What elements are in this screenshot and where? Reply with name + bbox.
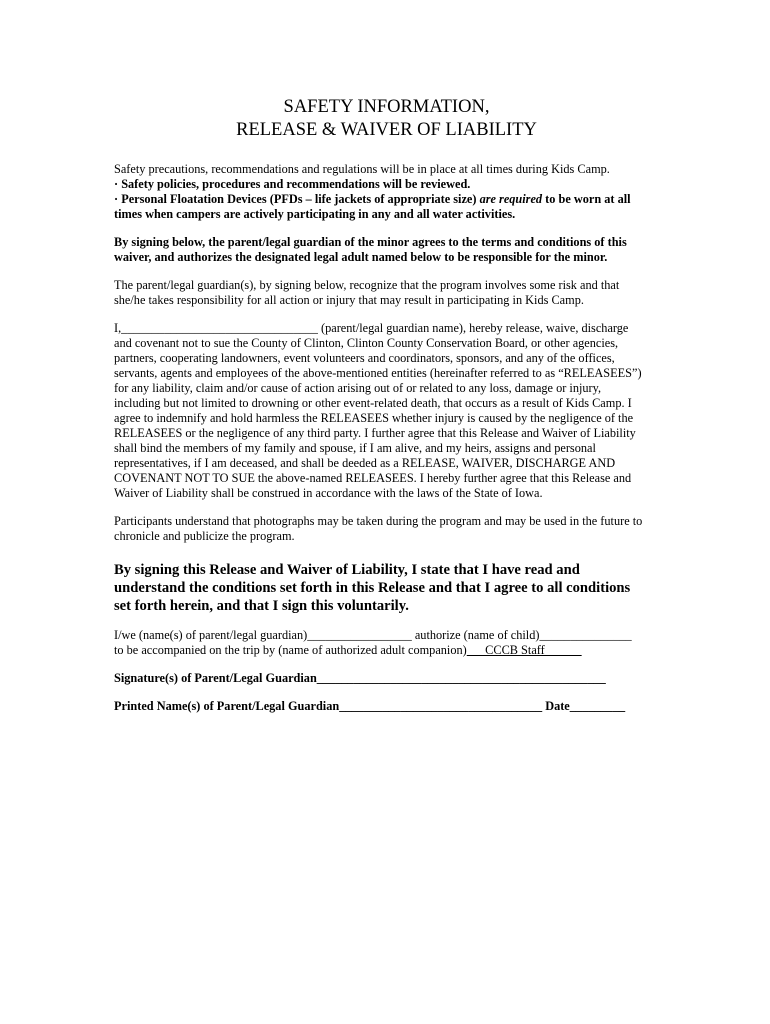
- authorization-section: [114, 628, 659, 658]
- authorize-line-1: I/we (name(s) of parent/legal guardian)_________________ authorize (name of child)_______________: [114, 628, 632, 642]
- guardian-agreement-line-2: waiver, and authorizes the designated legal adult named below to be responsible for the minor.: [114, 250, 608, 264]
- safety-bullet-2-line-2: times when campers are actively participating in any and all water activities.: [114, 207, 516, 221]
- statement-line-3: set forth herein, and that I sign this voluntarily.: [114, 598, 409, 614]
- voluntary-statement: [114, 561, 659, 615]
- release-paragraph: [114, 321, 659, 501]
- title-line-2: RELEASE & WAIVER OF LIABILITY: [236, 120, 537, 140]
- release-line: partners, cooperating landowners, event volunteers and coordinators, sponsors, and any of the offices,: [114, 351, 615, 365]
- risk-line-2: she/he takes responsibility for all action or injury that may result in participating in Kids Camp.: [114, 293, 584, 307]
- printed-name-label: Printed Name(s) of Parent/Legal Guardian: [114, 699, 340, 713]
- safety-bullet-2-text-a: Personal Floatation Devices (PFDs – life jackets of appropriate size): [121, 192, 477, 206]
- statement-line-2: understand the conditions set forth in this Release and that I agree to all conditions: [114, 580, 631, 596]
- release-line: for any liability, claim and/or cause of action arising out of or related to any loss, damage or injury,: [114, 381, 602, 395]
- date-label: Date: [545, 699, 570, 713]
- release-line: COVENANT NOT TO SUE the above-named RELEASEES. I hereby further agree that this Release and: [114, 471, 632, 485]
- authorize-line-2: [114, 643, 659, 658]
- risk-paragraph: [114, 278, 659, 308]
- safety-bullet-2: [114, 192, 659, 207]
- safety-intro: Safety precautions, recommendations and regulations will be in place at all times during Kids Camp.: [114, 162, 610, 176]
- safety-bullet-1: [114, 177, 659, 192]
- release-line: RELEASEES or the negligence of any third party. I further agree that this Release and Waiver of Liability: [114, 426, 636, 440]
- release-line: agree to indemnify and hold harmless the RELEASEES whether injury is caused by the negligence of the: [114, 411, 634, 425]
- signature-field[interactable]: _______________________________________________: [316, 671, 606, 685]
- safety-bullet-2-text-c: to be worn at all: [545, 192, 631, 206]
- title-line-1: SAFETY INFORMATION,: [283, 97, 490, 117]
- safety-bullet-2-emphasis: are required: [479, 192, 543, 206]
- authorize-companion-label: to be accompanied on the trip by (name of authorized adult companion): [114, 643, 467, 657]
- safety-bullet-1-text: Safety policies, procedures and recommendations will be reviewed.: [121, 177, 471, 191]
- signature-line: [114, 671, 659, 686]
- date-field[interactable]: _________: [569, 699, 626, 713]
- photos-line-2: chronicle and publicize the program.: [114, 529, 295, 543]
- signature-label: Signature(s) of Parent/Legal Guardian: [114, 671, 317, 685]
- printed-name-line: [114, 699, 659, 714]
- bullet-mark: ·: [114, 177, 119, 191]
- printed-name-field[interactable]: _________________________________: [339, 699, 543, 713]
- safety-section: [114, 162, 659, 222]
- guardian-agreement-line-1: By signing below, the parent/legal guardian of the minor agrees to the terms and conditions of this: [114, 235, 627, 249]
- waiver-document: [114, 96, 659, 727]
- release-line: Waiver of Liability shall be construed in accordance with the laws of the State of Iowa.: [114, 486, 543, 500]
- document-title: [114, 96, 659, 142]
- release-line: and covenant not to sue the County of Clinton, Clinton County Conservation Board, or other agencies,: [114, 336, 619, 350]
- photos-line-1: Participants understand that photographs may be taken during the program and may be used in the future to: [114, 514, 643, 528]
- release-line: including but not limited to drowning or other event-related death, that occurs as a result of Kids Camp. I: [114, 396, 632, 410]
- release-line: servants, agents and employees of the above-mentioned entities (hereinafter referred to as “RELEASEES”): [114, 366, 642, 380]
- release-line: I,________________________________ (parent/legal guardian name), hereby release, waive, discharge: [114, 321, 629, 335]
- photos-paragraph: [114, 514, 659, 544]
- risk-line-1: The parent/legal guardian(s), by signing below, recognize that the program involves some risk and that: [114, 278, 620, 292]
- companion-name-field[interactable]: CCCB Staff: [466, 643, 582, 657]
- bullet-mark: ·: [114, 192, 119, 206]
- guardian-agreement: [114, 235, 659, 265]
- statement-line-1: By signing this Release and Waiver of Liability, I state that I have read and: [114, 562, 580, 578]
- release-line: shall bind the members of my family and spouse, if I am alive, and my heirs, assigns and personal: [114, 441, 596, 455]
- release-line: representatives, if I am deceased, and shall be deeded as a RELEASE, WAIVER, DISCHARGE AND: [114, 456, 616, 470]
